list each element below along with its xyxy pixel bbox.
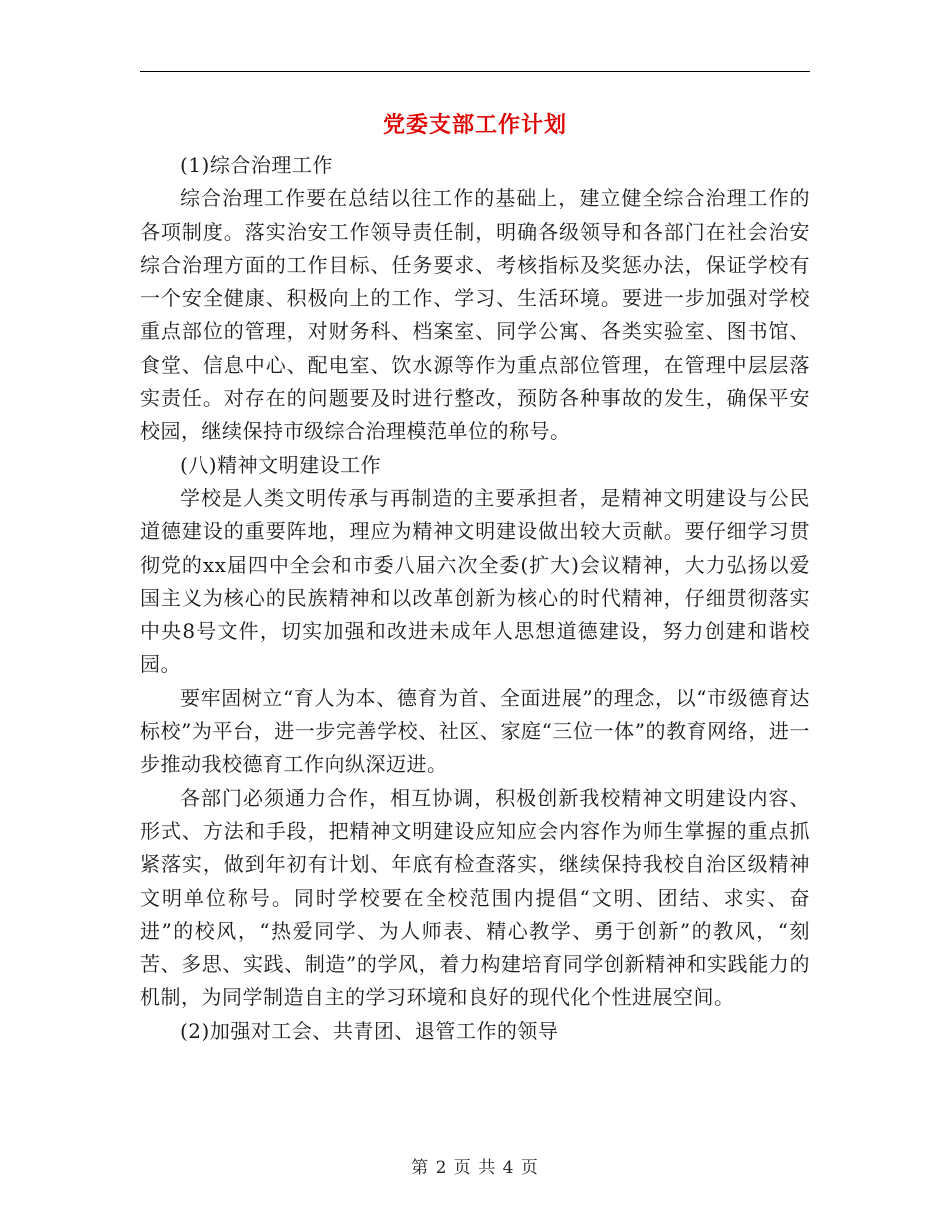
paragraph-moral-education: 要牢固树立“育人为本、德育为首、全面进展”的理念，以“市级德育达标校”为平台，进一步完善学校、社区、家庭“三位一体”的教育网络，进一步推动我校德育工作向纵深迈进。 (140, 685, 810, 777)
document-body (140, 149, 810, 1048)
paragraph-school-role: 学校是人类文明传承与再制造的主要承担者，是精神文明建设与公民道德建设的重要阵地，理应为精神文明建设做出较大贡献。要仔细学习贯彻党的xx届四中全会和市委八届六次全委(扩大)会议精神，大力弘扬以爱国主义为核心的民族精神和以改革创新为核心的时代精神，仔细贯彻落实中央8号文件，切实加强和改进未成年人思想道德建设，努力创建和谐校园。 (140, 485, 810, 677)
paragraph-department-cooperation: 各部门必须通力合作，相互协调，积极创新我校精神文明建设内容、形式、方法和手段，把精神文明建设应知应会内容作为师生掌握的重点抓紧落实，做到年初有计划、年底有检查落实，继续保持我校自治区级精神文明单位称号。同时学校要在全校范围内提倡“文明、团结、求实、奋进”的校风，“热爱同学、为人师表、精心教学、勇于创新”的教风，“刻苦、多思、实践、制造”的学风，着力构建培育同学创新精神和实践能力的机制，为同学制造自主的学习环境和良好的现代化个性进展空间。 (140, 785, 810, 1010)
page-number-footer: 第 2 页 共 4 页 (411, 1158, 539, 1178)
section-heading-spiritual-civilization: (八)精神文明建设工作 (180, 452, 382, 477)
section-heading-union-league: (2)加强对工会、共青团、退管工作的领导 (180, 1018, 559, 1043)
document-title: 党委支部工作计划 (382, 112, 567, 138)
paragraph-comprehensive-governance: 综合治理工作要在总结以往工作的基础上，建立健全综合治理工作的各项制度。落实治安工作领导责任制，明确各级领导和各部门在社会治安综合治理方面的工作目标、任务要求、考核指标及奖惩办法，保证学校有一个安全健康、积极向上的工作、学习、生活环境。要进一步加强对学校重点部位的管理，对财务科、档案室、同学公寓、各类实验室、图书馆、食堂、信息中心、配电室、饮水源等作为重点部位管理，在管理中层层落实责任。对存在的问题要及时进行整改，预防各种事故的发生，确保平安校园，继续保持市级综合治理模范单位的称号。 (140, 186, 810, 444)
header-rule (140, 71, 810, 72)
section-heading-comprehensive-governance: (1)综合治理工作 (180, 153, 333, 177)
